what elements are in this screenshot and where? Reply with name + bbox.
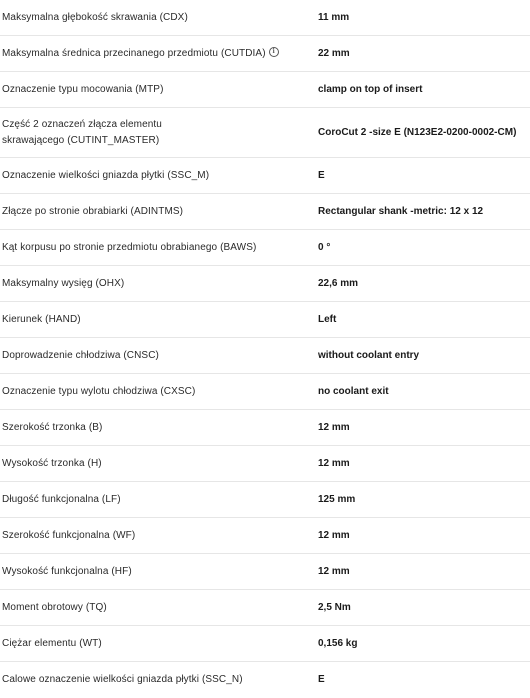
spec-label: Szerokość trzonka (B) [2,421,103,433]
spec-label: Oznaczenie wielkości gniazda płytki (SSC_M) [2,169,210,181]
spec-row-b [0,410,530,446]
info-icon[interactable]: i [269,47,279,57]
spec-row-wf [0,518,530,554]
spec-label: Oznaczenie typu wylotu chłodziwa (CXSC) [2,385,196,397]
spec-value: 12 mm [318,421,350,433]
spec-value: no coolant exit [318,385,389,397]
spec-label-line: Część 2 oznaczeń złącza elementu [2,118,162,130]
spec-value: CoroCut 2 -size E (N123E2-0200-0002-CM) [318,126,517,138]
spec-label-line: skrawającego (CUTINT_MASTER) [2,134,160,146]
spec-row-ssc-m [0,158,530,194]
spec-value: Left [318,313,337,325]
spec-value: 22,6 mm [318,277,359,289]
spec-label: Złącze po stronie obrabiarki (ADINTMS) [2,205,184,217]
spec-value: Rectangular shank -metric: 12 x 12 [318,205,484,217]
spec-label: Kąt korpusu po stronie przedmiotu obrabianego (BAWS) [2,241,257,253]
spec-value: 12 mm [318,565,350,577]
spec-row-baws [0,230,530,266]
spec-label: Moment obrotowy (TQ) [2,601,107,613]
spec-value: 125 mm [318,493,356,505]
spec-label: Oznaczenie typu mocowania (MTP) [2,83,164,95]
spec-label: Szerokość funkcjonalna (WF) [2,529,136,541]
spec-value: without coolant entry [318,349,420,361]
spec-row-cutint-master [0,108,530,158]
spec-row-ohx [0,266,530,302]
spec-row-cdx [0,0,530,36]
spec-label [0,117,316,149]
spec-value: 0 ° [318,241,331,253]
spec-row-h [0,446,530,482]
spec-row-lf [0,482,530,518]
spec-row-cxsc [0,374,530,410]
spec-row-adintms [0,194,530,230]
spec-row-hf [0,554,530,590]
spec-label: Maksymalna głębokość skrawania (CDX) [2,11,188,23]
spec-label: Wysokość funkcjonalna (HF) [2,565,132,577]
spec-value: E [318,674,325,685]
spec-value: 2,5 Nm [318,601,351,613]
spec-label-text: Maksymalna średnica przecinanego przedmiotu (CUTDIA) [2,47,266,59]
spec-label: Wysokość trzonka (H) [2,457,102,469]
spec-value: clamp on top of insert [318,83,423,95]
spec-label: Doprowadzenie chłodziwa (CNSC) [2,349,159,361]
spec-value: 0,156 kg [318,637,358,649]
spec-label: Calowe oznaczenie wielkości gniazda płytki (SSC_N) [2,674,243,685]
spec-row-cnsc [0,338,530,374]
spec-label: Długość funkcjonalna (LF) [2,493,121,505]
spec-label: Maksymalny wysięg (OHX) [2,277,125,289]
spec-value: E [318,169,325,181]
spec-label: Ciężar elementu (WT) [2,637,102,649]
spec-value: 12 mm [318,457,350,469]
spec-row-tq [0,590,530,626]
spec-row-cutdia [0,36,530,72]
spec-value: 12 mm [318,529,350,541]
spec-row-wt [0,626,530,662]
spec-row-mtp [0,72,530,108]
spec-label: Kierunek (HAND) [2,313,81,325]
spec-value: 11 mm [318,11,350,23]
spec-value: 22 mm [318,47,350,59]
spec-row-hand [0,302,530,338]
spec-label [0,46,316,62]
